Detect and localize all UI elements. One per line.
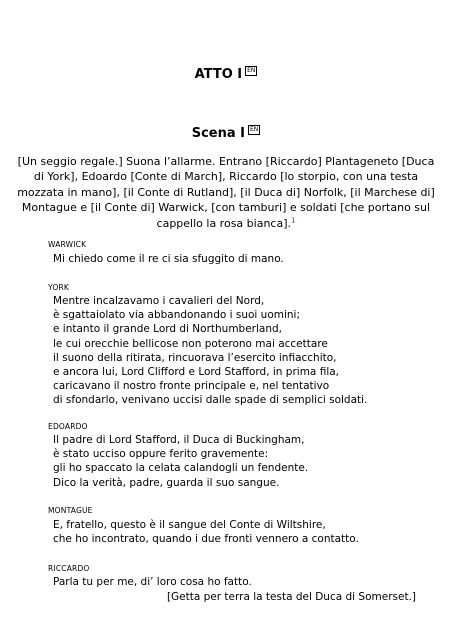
speech-line: Mentre incalzavamo i cavalieri del Nord, [53,295,265,307]
speech-line: è stato ucciso oppure ferito gravemente: [53,448,269,461]
act-heading [0,67,452,83]
speech-warwick [53,252,284,266]
speech-line: che ho incontrato, quando i due fronti vennero a contatto. [53,533,359,546]
speech-riccardo [53,575,252,589]
act-translation-link[interactable]: EN [247,67,256,74]
footnote-link[interactable]: 1 [291,215,296,224]
stage-direction-text: [Un seggio regale.] Suona l’allarme. Entrano [Riccardo] Plantageneto [Duca di York], Edoardo [Conte di March], Riccardo [lo storpio, con una testa mozzata in mano], [il Conte di Rutland], [il Duca di] Norfolk, [il Marchese di] Montague e [il Conte di] Warwick, [con tamburi] e soldati [che portano sul cappello la rosa bianca]. [17,155,435,230]
speaker-name: WARWICK [48,240,87,249]
speech-edoardo [53,433,308,490]
scene-heading [0,126,452,142]
speech-line: E, fratello, questo è il sangue del Conte di Wiltshire, [53,519,326,531]
scene-translation-link[interactable]: EN [250,126,259,133]
speech-line: Dico la verità, padre, guarda il suo sangue. [53,476,280,489]
speech-line: Mi chiedo come il re ci sia sfuggito di mano. [53,253,284,265]
act-title: ATTO I [194,67,243,82]
speech-line: gli ho spaccato la celata calandogli un fendente. [53,462,309,475]
speech-montague [53,518,359,546]
speech-line: e intanto il grande Lord di Northumberland, [53,323,283,336]
speaker-name: RICCARDO [48,564,90,573]
opening-stage-direction [14,154,438,231]
speaker-name: EDOARDO [48,422,88,431]
speaker-name: YORK [48,283,70,292]
speech-line: Il padre di Lord Stafford, il Duca di Buckingham, [53,434,305,446]
speech-line: è sgattaiolato via abbandonando i suoi uomini; [53,309,301,322]
speech-line: e ancora lui, Lord Clifford e Lord Stafford, in prima fila, [53,365,340,378]
stage-direction-inline: [Getta per terra la testa del Duca di Somerset.] [166,591,416,603]
speech-line: il suono della ritirata, rincuorava l’esercito infiacchito, [53,351,337,364]
scene-title: Scena I [191,126,245,141]
speech-york [53,294,367,408]
speech-line: Parla tu per me, di’ loro cosa ho fatto. [53,576,252,588]
speaker-name: MONTAGUE [48,506,93,515]
speech-line: di sfondarlo, venivano uccisi dalle spade di semplici soldati. [53,394,368,407]
speech-line: le cui orecchie bellicose non poterono mai accettare [53,337,328,350]
speech-line: caricavano il nostro fronte principale e, nel tentativo [53,380,330,393]
